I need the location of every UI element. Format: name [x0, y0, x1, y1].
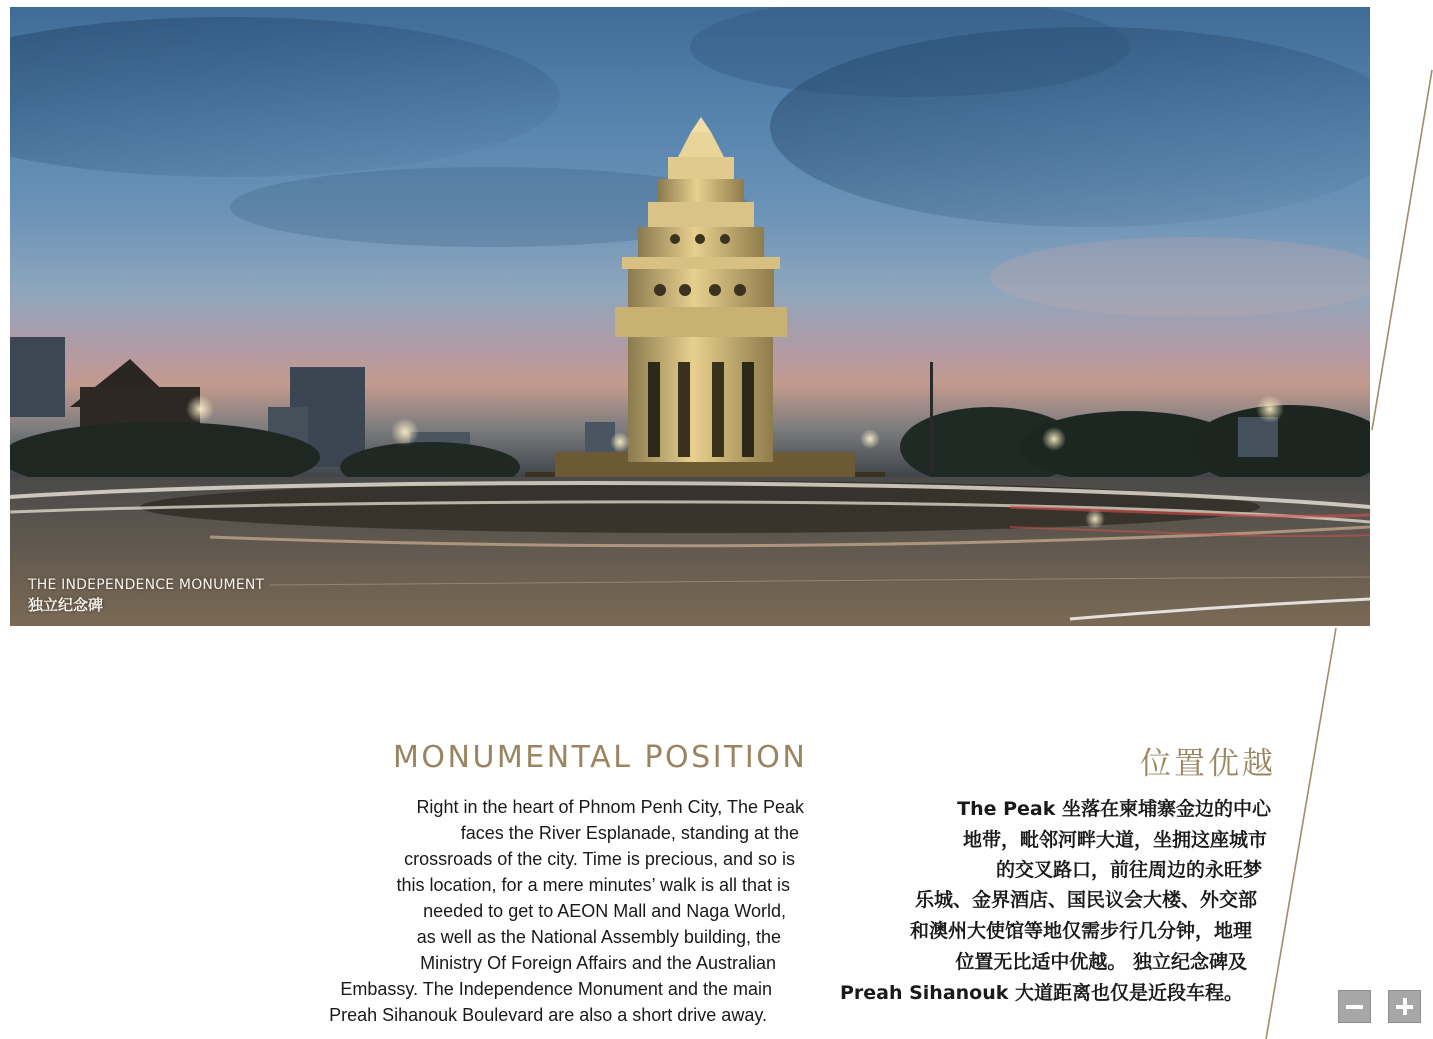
zoom-in-button[interactable]: [1388, 990, 1421, 1023]
english-body-line: crossroads of the city. Time is precious, and so is: [404, 849, 795, 869]
chinese-body-line: The Peak 坐落在柬埔寨金边的中心: [957, 798, 1271, 820]
english-body-line: as well as the National Assembly building, the: [416, 927, 781, 947]
english-body-line: needed to get to AEON Mall and Naga World,: [423, 901, 786, 921]
caption-chinese: 独立纪念碑: [28, 596, 104, 614]
zoom-out-button[interactable]: [1338, 990, 1371, 1023]
english-body-line: this location, for a mere minutes’ walk is all that is: [396, 875, 790, 895]
english-body-line: Ministry Of Foreign Affairs and the Australian: [420, 953, 776, 973]
english-body-line: Preah Sihanouk Boulevard are also a short drive away.: [329, 1005, 767, 1025]
chinese-body-line: 的交叉路口，前往周边的永旺梦: [995, 859, 1262, 881]
minus-icon: [1346, 1005, 1363, 1009]
caption-english: THE INDEPENDENCE MONUMENT: [28, 577, 265, 593]
english-title: MONUMENTAL POSITION: [393, 740, 808, 775]
chinese-body-line: Preah Sihanouk 大道距离也仅是近段车程。: [839, 982, 1243, 1004]
chinese-body-line: 位置无比适中优越。 独立纪念碑及: [955, 951, 1247, 973]
chinese-body-line: 地带，毗邻河畔大道，坐拥这座城市: [962, 829, 1267, 851]
chinese-title: 位置优越: [1140, 746, 1276, 782]
english-body-line: faces the River Esplanade, standing at the: [460, 823, 799, 843]
english-body-line: Embassy. The Independence Monument and the main: [340, 979, 772, 999]
english-body-line: Right in the heart of Phnom Penh City, The Peak: [416, 797, 804, 817]
chinese-body-line: 乐城、金界酒店、国民议会大楼、外交部: [914, 889, 1257, 911]
chinese-body-line: 和澳州大使馆等地仅需步行几分钟，地理: [909, 920, 1252, 942]
